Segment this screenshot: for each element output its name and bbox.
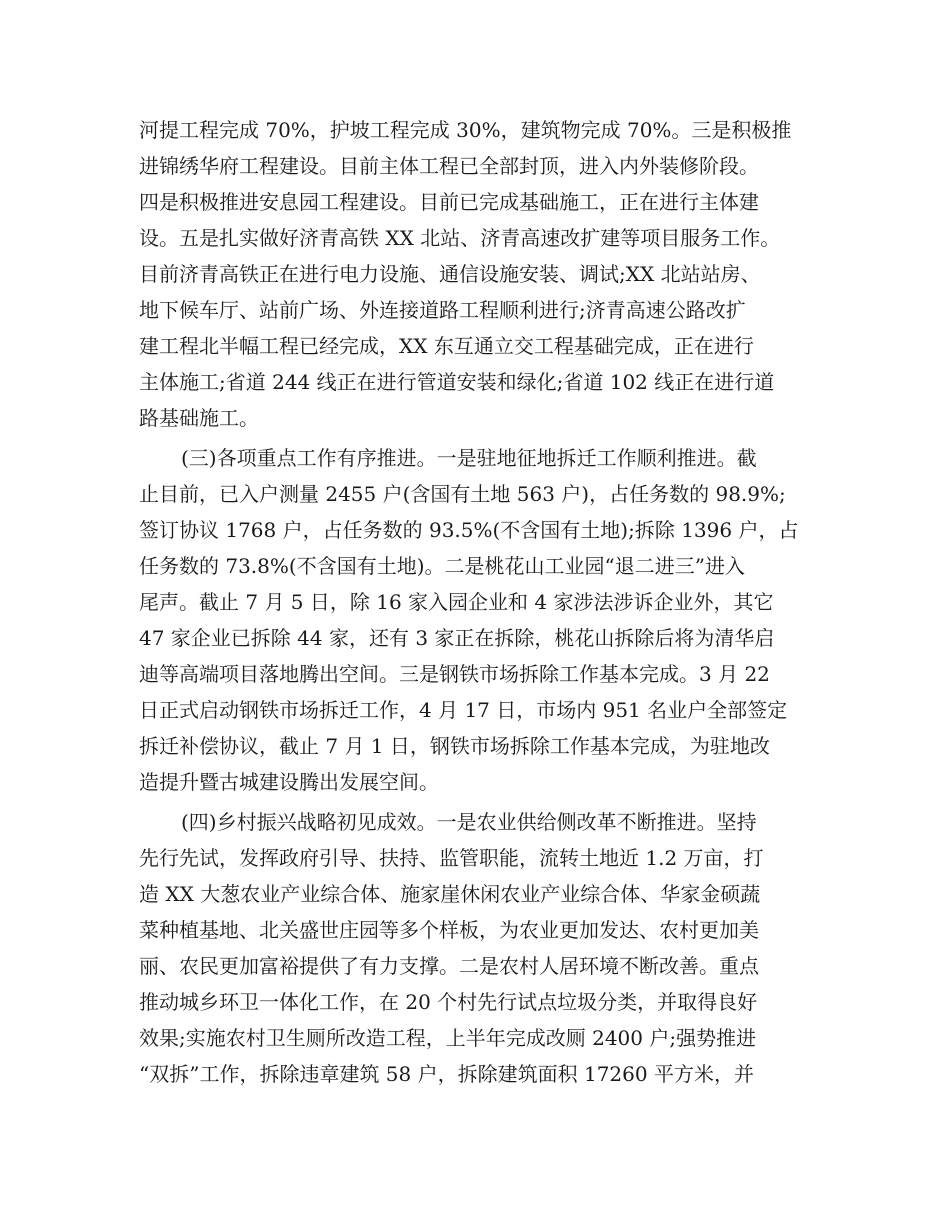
paragraph-heading-line: (三)各项重点工作有序推进。一是驻地征地拆迁工作顺利推进。截 [181,446,757,470]
text-line: 菜种植基地、北关盛世庄园等多个样板，为农业更加发达、农村更加美 [139,918,759,942]
text-line: 路基础施工。 [139,406,259,430]
text-line: 河提工程完成 70%，护坡工程完成 30%，建筑物完成 70%。三是积极推 [139,118,792,142]
text-line: 迪等高端项目落地腾出空间。三是钢铁市场拆除工作基本完成。3 月 22 [139,662,770,686]
text-line: 造提升暨古城建设腾出发展空间。 [139,770,439,794]
text-line: 日正式启动钢铁市场拆迁工作，4 月 17 日，市场内 951 名业户全部签定 [139,698,788,722]
text-line: 地下候车厅、站前广场、外连接道路工程顺利进行;济青高速公路改扩 [139,298,746,322]
text-line: 建工程北半幅工程已经完成，XX 东互通立交工程基础完成，正在进行 [139,334,754,358]
text-line: 丽、农民更加富裕提供了有力支撑。二是农村人居环境不断改善。重点 [139,954,759,978]
text-line: 进锦绣华府工程建设。目前主体工程已全部封顶，进入内外装修阶段。 [139,154,759,178]
text-line: 签订协议 1768 户，占任务数的 93.5%(不含国有土地);拆除 1396 户，占 [139,518,799,542]
paragraph-heading-line: (四)乡村振兴战略初见成效。一是农业供给侧改革不断推进。坚持 [181,810,757,834]
text-line: 止目前，已入户测量 2455 户(含国有土地 563 户)，占任务数的 98.9%; [139,482,786,506]
text-line: 效果;实施农村卫生厕所改造工程，上半年完成改厕 2400 户;强势推进 [139,1026,757,1050]
document-body [139,112,815,1092]
text-line: “双拆”工作，拆除违章建筑 58 户，拆除建筑面积 17260 平方米，并 [139,1062,754,1086]
text-line: 推动城乡环卫一体化工作，在 20 个村先行试点垃圾分类，并取得良好 [139,990,758,1014]
text-line: 主体施工;省道 244 线正在进行管道安装和绿化;省道 102 线正在进行道 [139,370,775,394]
text-line: 四是积极推进安息园工程建设。目前已完成基础施工，正在进行主体建 [139,190,759,214]
text-line: 拆迁补偿协议，截止 7 月 1 日，钢铁市场拆除工作基本完成，为驻地改 [139,734,770,758]
text-line: 47 家企业已拆除 44 家，还有 3 家正在拆除，桃花山拆除后将为清华启 [139,626,775,650]
text-line: 先行先试，发挥政府引导、扶持、监管职能，流转土地近 1.2 万亩，打 [139,846,764,870]
text-line: 目前济青高铁正在进行电力设施、通信设施安装、调试;XX 北站站房、 [139,262,761,286]
text-line: 尾声。截止 7 月 5 日，除 16 家入园企业和 4 家涉法涉诉企业外，其它 [139,590,774,614]
text-line: 造 XX 大葱农业产业综合体、施家崖休闲农业产业综合体、华家金硕蔬 [139,882,761,906]
text-line: 任务数的 73.8%(不含国有土地)。二是桃花山工业园“退二进三”进入 [139,554,745,578]
text-line: 设。五是扎实做好济青高铁 XX 北站、济青高速改扩建等项目服务工作。 [139,226,781,250]
